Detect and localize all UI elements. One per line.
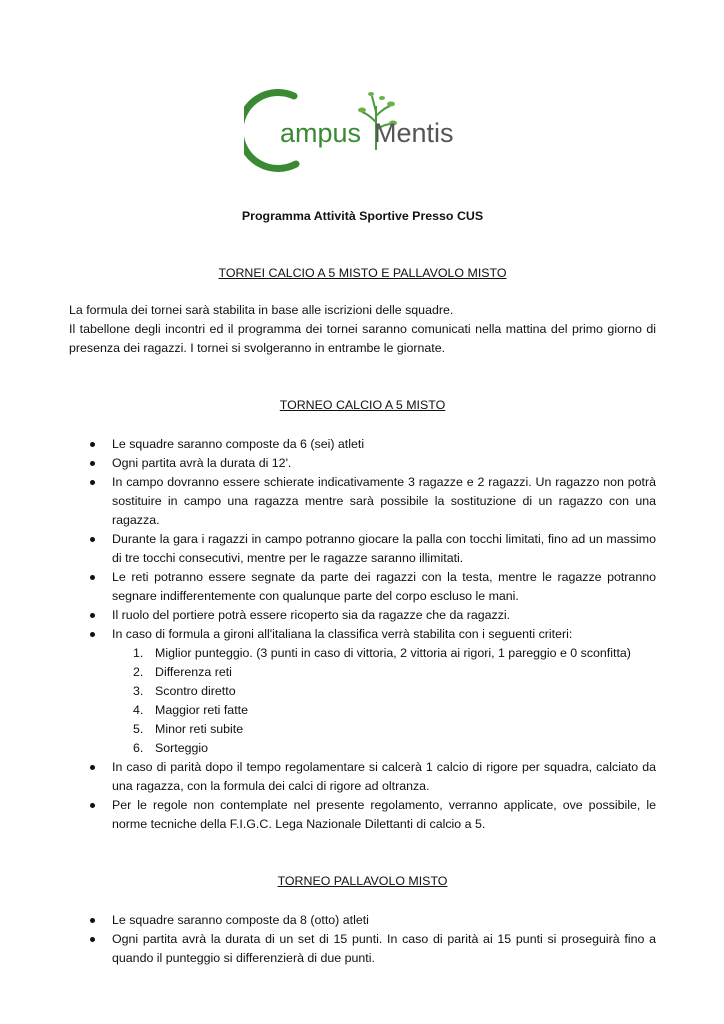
document-body [69,207,656,968]
list-item: Per le regole non contemplate nel presente regolamento, verranno applicate, ove possibile, le norme tecniche della F.I.G.C. Lega Nazionale Dilettanti di calcio a 5. [69,796,656,834]
bullet-icon [90,937,95,942]
criteria-item: 2. Differenza reti [133,665,232,679]
list-item: Durante la gara i ragazzi in campo potranno giocare la palla con tocchi limitati, fino ad un massimo di tre tocchi consecutivi, mentre per le ragazze saranno illimitati. [69,530,656,568]
section-heading-tornei: TORNEI CALCIO A 5 MISTO E PALLAVOLO MISTO [218,266,507,280]
section-heading-pallavolo: TORNEO PALLAVOLO MISTO [277,874,448,888]
bullet-icon [90,803,95,808]
bullet-icon [90,765,95,770]
section-heading-calcio: TORNEO CALCIO A 5 MISTO [279,398,446,412]
list-item: Ogni partita avrà la durata di un set di 15 punti. In caso di parità ai 15 punti si proseguirà fino a quando il punteggio si differenzierà di due punti. [69,930,656,968]
criteria-item: 4. Maggior reti fatte [133,703,248,717]
logo-text-campus: ampus [280,118,362,148]
bullet-icon [90,537,95,542]
ranking-criteria-list [112,644,656,758]
list-item: In caso di formula a gironi all'italiana la classifica verrà stabilita con i seguenti criteri: 1. Miglior punteggio. (3 punti in caso di vittoria, 2 vittoria ai rigori, 1 pareggio e 0 sconfitta) 2. Differenza reti 3. Scontro diretto 4. Maggior reti fatte 5. Minor reti subite 6. Sorteggio [69,625,656,758]
criteria-item: 3. Scontro diretto [133,684,236,698]
list-item: In campo dovranno essere schierate indicativamente 3 ragazze e 2 ragazzi. Un ragazzo non potrà sostituire in campo una ragazza mentre sarà possibile la sostituzione di un ragazzo con una ragazza. [69,473,656,530]
criteria-item: 5. Minor reti subite [133,722,244,736]
list-item: Ogni partita avrà la durata di 12'. [69,454,656,473]
logo-text-mentis: Mentis [374,118,454,148]
logo-graphic [244,84,484,174]
list-item: Le squadre saranno composte da 6 (sei) atleti [69,435,656,454]
bullet-icon [90,480,95,485]
calcio-rules-list [69,435,656,834]
list-item: Il ruolo del portiere potrà essere ricoperto sia da ragazze che da ragazzi. [69,606,656,625]
bullet-icon [90,632,95,637]
bullet-icon [90,575,95,580]
list-item: Le squadre saranno composte da 8 (otto) atleti [69,911,656,930]
bullet-icon [90,918,95,923]
list-item: Le reti potranno essere segnate da parte dei ragazzi con la testa, mentre le ragazze potranno segnare indifferentemente con qualunque parte del corpo escluso le mani. [69,568,656,606]
paragraph-tabellone: Il tabellone degli incontri ed il programma dei tornei saranno comunicati nella mattina del primo giorno di presenza dei ragazzi. I tornei si svolgeranno in entrambe le giornate. [69,322,656,355]
list-item: In caso di parità dopo il tempo regolamentare si calcerà 1 calcio di rigore per squadra, calciato da una ragazza, con la formula dei calci di rigore ad oltranza. [69,758,656,796]
bullet-icon [90,442,95,447]
bullet-icon [90,461,95,466]
criteria-item: 6. Sorteggio [133,741,209,755]
campus-mentis-logo [244,84,484,174]
criteria-item: 1. Miglior punteggio. (3 punti in caso di vittoria, 2 vittoria ai rigori, 1 pareggio e 0 sconfitta) [133,646,631,660]
bullet-icon [90,613,95,618]
pallavolo-rules-list [69,911,656,968]
paragraph-formula: La formula dei tornei sarà stabilita in base alle iscrizioni delle squadre. [69,303,454,317]
page-title: Programma Attività Sportive Presso CUS [241,209,484,223]
